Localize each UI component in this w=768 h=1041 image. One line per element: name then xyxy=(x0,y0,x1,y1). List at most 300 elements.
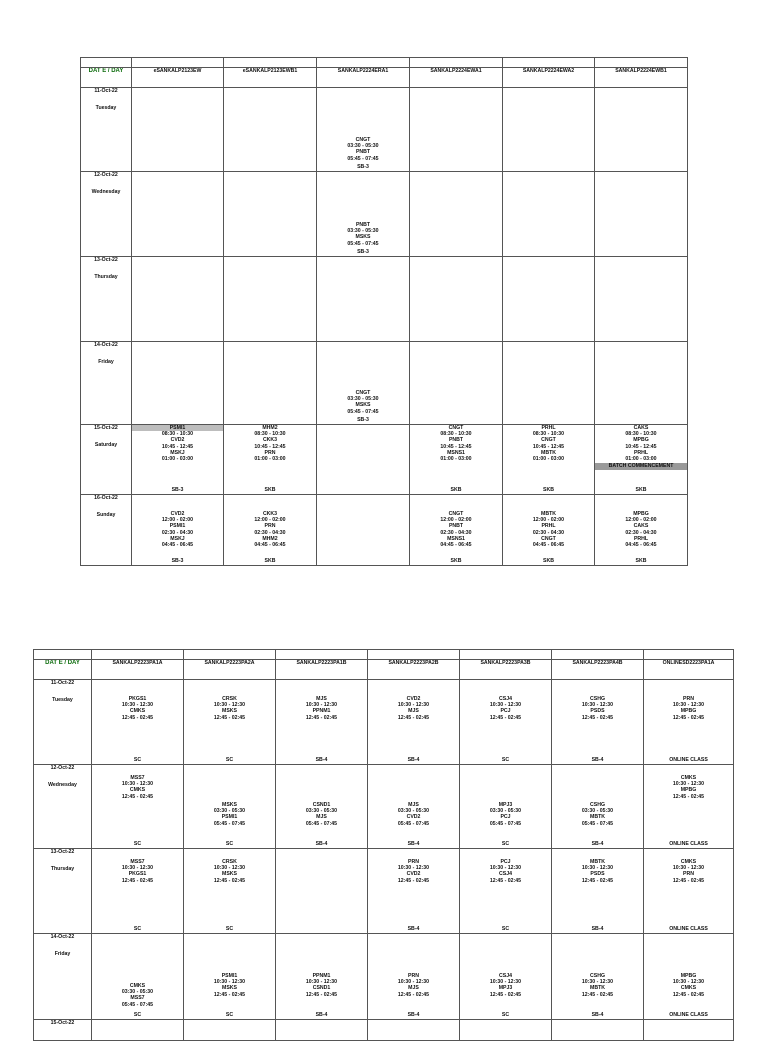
cell-content xyxy=(503,425,594,494)
subject-code: CRSK xyxy=(222,696,237,702)
schedule-cell xyxy=(276,849,368,934)
cell-content xyxy=(644,680,733,764)
date-cell xyxy=(81,88,132,172)
subject-code: CMKS xyxy=(129,708,146,715)
timetable-top xyxy=(80,57,688,566)
time-slot: 10:30 - 12:30 xyxy=(213,702,246,709)
time-slot: 10:30 - 12:30 xyxy=(581,979,614,986)
subject-code: PCJ xyxy=(500,814,511,821)
class-lines xyxy=(224,425,316,462)
class-lines xyxy=(368,802,459,827)
schedule-cell xyxy=(132,172,224,257)
cell-content xyxy=(460,1020,551,1040)
subject-code: PNBT xyxy=(448,437,464,444)
date-text: 15-Oct-22 xyxy=(50,1020,75,1026)
cell-content xyxy=(460,849,551,933)
cell-content xyxy=(276,765,367,848)
subject-code: CMKS xyxy=(680,985,697,992)
subject-code: PNBT xyxy=(355,149,371,156)
subject-code: MSKS xyxy=(222,802,237,808)
room-label: SB-3 xyxy=(171,487,184,493)
cell-content xyxy=(224,495,316,565)
schedule-cell xyxy=(644,1020,734,1041)
date-text: 13-Oct-22 xyxy=(50,849,75,855)
time-slot: 10:30 - 12:30 xyxy=(213,865,246,872)
class-lines xyxy=(368,859,459,884)
room-label: SKB xyxy=(264,487,276,493)
subject-code: MSNS1 xyxy=(447,449,465,456)
time-slot: 12:45 - 02:45 xyxy=(672,714,705,721)
cell-content xyxy=(368,849,459,933)
time-slot: 01:00 - 03:00 xyxy=(161,456,194,463)
cell-content xyxy=(460,680,551,764)
cell-content xyxy=(503,172,594,256)
time-slot: 10:45 - 12:45 xyxy=(161,443,194,450)
schedule-cell xyxy=(224,342,317,425)
time-slot: 10:30 - 12:30 xyxy=(397,702,430,709)
batch-header: eSANKALP2123EW xyxy=(132,68,224,88)
subject-code: CVD2 xyxy=(406,814,421,821)
room-label: SKB xyxy=(450,558,462,564)
schedule-cell xyxy=(368,680,460,765)
cell-content xyxy=(184,934,275,1019)
room-label: SC xyxy=(133,841,142,847)
cell-content xyxy=(132,257,223,341)
schedule-cell xyxy=(552,934,644,1020)
time-slot: 12:45 - 02:45 xyxy=(489,714,522,721)
batch-header: SANKALP2224EWA1 xyxy=(410,68,503,88)
subject-code: MHM2 xyxy=(262,535,278,542)
schedule-cell xyxy=(595,495,688,566)
subject-code: CNGT xyxy=(355,390,371,396)
schedule-cell xyxy=(368,1020,460,1041)
room-label: SB-4 xyxy=(407,757,420,763)
subject-code: PCJ xyxy=(500,708,511,715)
subject-code: CNGT xyxy=(541,535,556,542)
batch-header: SANKALP2223PA2B xyxy=(368,660,460,680)
class-lines xyxy=(552,802,643,827)
room-label: SB-4 xyxy=(407,926,420,932)
schedule-cell xyxy=(276,934,368,1020)
time-slot: 01:00 - 03:00 xyxy=(254,456,286,463)
time-slot: 01:00 - 03:00 xyxy=(532,456,565,463)
room-label: SB-4 xyxy=(315,841,328,847)
class-lines xyxy=(460,973,551,998)
schedule-cell xyxy=(317,88,410,172)
cell-content xyxy=(410,342,502,424)
cell-content xyxy=(644,1020,733,1040)
schedule-cell xyxy=(644,765,734,849)
room-label: SC xyxy=(225,757,234,763)
cell-content xyxy=(410,88,502,171)
schedule-cell xyxy=(503,425,595,495)
schedule-cell xyxy=(644,849,734,934)
time-slot: 02:30 - 04:30 xyxy=(254,529,286,536)
schedule-cell xyxy=(460,1020,552,1041)
time-slot: 08:30 - 10:30 xyxy=(625,431,657,438)
cell-content xyxy=(595,425,687,494)
subject-code: MSS7 xyxy=(130,775,145,781)
subject-code: MPBG xyxy=(633,437,649,444)
time-slot: 04:45 - 06:45 xyxy=(625,542,657,549)
time-slot: 12:45 - 02:45 xyxy=(397,714,430,721)
time-slot: 03:30 - 05:30 xyxy=(347,143,379,150)
time-slot: 10:30 - 12:30 xyxy=(581,702,614,709)
schedule-row xyxy=(81,495,688,566)
subject-code: CAKS xyxy=(633,425,649,431)
date-cell xyxy=(81,342,132,425)
class-lines xyxy=(276,802,367,827)
subject-code: CNGT xyxy=(541,437,556,444)
class-lines xyxy=(276,696,367,721)
cell-content xyxy=(503,342,594,424)
schedule-cell xyxy=(92,680,184,765)
time-slot: 10:30 - 12:30 xyxy=(397,865,430,872)
class-lines xyxy=(644,859,733,884)
subject-code: MBTK xyxy=(541,511,556,517)
time-slot: 05:45 - 07:45 xyxy=(347,408,379,415)
class-lines xyxy=(595,425,687,462)
time-slot: 12:45 - 02:45 xyxy=(489,991,522,998)
cell-content xyxy=(92,934,183,1019)
schedule-cell xyxy=(460,680,552,765)
room-label: SC xyxy=(501,841,510,847)
batch-header: SANKALP2224EWB1 xyxy=(595,68,688,88)
cell-content xyxy=(552,849,643,933)
day-text: Sunday xyxy=(96,512,116,518)
cell-content xyxy=(317,495,409,565)
time-slot: 04:45 - 06:45 xyxy=(161,542,194,549)
subject-code: MSKJ xyxy=(170,535,185,542)
cell-content xyxy=(92,765,183,848)
room-label: SB-4 xyxy=(315,757,328,763)
class-lines xyxy=(552,973,643,998)
schedule-cell xyxy=(224,172,317,257)
date-text: 13-Oct-22 xyxy=(94,257,118,263)
cell-content xyxy=(132,88,223,171)
subject-code: CRSK xyxy=(222,859,237,865)
subject-code: MBTK xyxy=(590,985,605,992)
schedule-row xyxy=(81,257,688,342)
schedule-cell xyxy=(92,765,184,849)
subject-code: CAKS xyxy=(633,523,649,530)
batch-header: SANKALP2223PA1B xyxy=(276,660,368,680)
time-slot: 02:30 - 04:30 xyxy=(161,529,194,536)
class-lines xyxy=(224,511,316,548)
time-slot: 10:45 - 12:45 xyxy=(625,443,657,450)
subject-code: MSKS xyxy=(355,402,371,409)
day-text: Friday xyxy=(98,359,114,365)
schedule-cell xyxy=(644,934,734,1020)
cell-content xyxy=(552,765,643,848)
date-text: 11-Oct-22 xyxy=(94,88,118,94)
date-cell xyxy=(81,172,132,257)
class-lines xyxy=(92,775,183,800)
class-lines xyxy=(410,511,502,548)
batch-commencement-note: BATCH COMMENCEMENT xyxy=(595,463,687,470)
subject-code: PSMI1 xyxy=(169,523,186,530)
time-slot: 05:45 - 07:45 xyxy=(213,820,246,827)
date-cell xyxy=(34,934,92,1020)
batch-header: SANKALP2224ERA1 xyxy=(317,68,410,88)
class-lines xyxy=(368,973,459,998)
room-label: SC xyxy=(133,1012,142,1018)
date-text: 14-Oct-22 xyxy=(94,342,118,348)
time-slot: 10:30 - 12:30 xyxy=(397,979,430,986)
schedule-cell xyxy=(410,342,503,425)
batch-header: SANKALP2223PA2A xyxy=(184,660,276,680)
cell-content xyxy=(644,849,733,933)
subject-code: MSKS xyxy=(222,708,237,715)
subject-code: MPBG xyxy=(680,708,697,715)
schedule-cell xyxy=(92,934,184,1020)
schedule-row xyxy=(34,680,734,765)
subject-code: CNGT xyxy=(448,511,464,517)
subject-code: PRHL xyxy=(633,535,649,542)
subject-code: CMKS xyxy=(129,787,146,794)
subject-code: MSKS xyxy=(222,985,237,992)
schedule-cell xyxy=(410,425,503,495)
room-label: SB-4 xyxy=(407,1012,420,1018)
subject-code: PPNM1 xyxy=(312,973,331,979)
subject-code: MJS xyxy=(408,708,419,715)
time-slot: 04:45 - 06:45 xyxy=(532,542,565,549)
schedule-cell xyxy=(184,680,276,765)
room-label: SB-3 xyxy=(171,558,184,564)
class-lines xyxy=(552,696,643,721)
schedule-cell xyxy=(184,765,276,849)
schedule-cell xyxy=(224,425,317,495)
cell-content xyxy=(595,257,687,341)
time-slot: 12:45 - 02:45 xyxy=(672,991,705,998)
class-lines xyxy=(132,425,223,462)
room-label: SKB xyxy=(450,487,462,493)
subject-code: MJS xyxy=(316,696,327,702)
schedule-cell xyxy=(317,342,410,425)
cell-content xyxy=(184,849,275,933)
day-text: Thursday xyxy=(94,274,118,280)
schedule-cell xyxy=(132,342,224,425)
time-slot: 04:45 - 06:45 xyxy=(440,542,472,549)
subject-code: PRN xyxy=(264,523,276,530)
date-text: 15-Oct-22 xyxy=(94,425,118,431)
time-slot: 10:30 - 12:30 xyxy=(121,865,154,872)
class-lines xyxy=(92,859,183,884)
cell-content xyxy=(552,1020,643,1040)
room-label: ONLINE CLASS xyxy=(669,926,708,932)
date-text: 14-Oct-22 xyxy=(50,934,75,940)
cell-content xyxy=(460,765,551,848)
schedule-cell xyxy=(503,88,595,172)
subject-code: CSJ4 xyxy=(499,973,512,979)
time-slot: 12:45 - 02:45 xyxy=(213,991,246,998)
subject-code: CMKS xyxy=(680,859,697,865)
cell-content xyxy=(317,172,409,256)
room-label: SKB xyxy=(264,558,276,564)
schedule-cell xyxy=(595,425,688,495)
cell-content xyxy=(595,88,687,171)
schedule-cell xyxy=(184,934,276,1020)
cell-content xyxy=(503,257,594,341)
time-slot: 12:45 - 02:45 xyxy=(121,877,154,884)
cell-content xyxy=(503,88,594,171)
class-lines xyxy=(132,511,223,548)
time-slot: 03:30 - 05:30 xyxy=(121,989,154,996)
schedule-cell xyxy=(317,172,410,257)
time-slot: 05:45 - 07:45 xyxy=(397,820,430,827)
schedule-cell xyxy=(224,257,317,342)
time-slot: 01:00 - 03:00 xyxy=(440,456,472,463)
subject-code: PRHL xyxy=(633,449,649,456)
subject-code: PSMI1 xyxy=(221,973,238,979)
schedule-cell xyxy=(184,849,276,934)
subject-code: PCJ xyxy=(500,859,511,865)
time-slot: 08:30 - 10:30 xyxy=(254,431,286,438)
schedule-row xyxy=(34,765,734,849)
time-slot: 10:30 - 12:30 xyxy=(121,702,154,709)
cell-content xyxy=(92,680,183,764)
day-text: Friday xyxy=(54,951,71,957)
day-text: Wednesday xyxy=(48,782,77,788)
cell-content xyxy=(595,342,687,424)
schedule-row xyxy=(34,934,734,1020)
subject-code: PNBT xyxy=(448,523,464,530)
schedule-cell xyxy=(410,172,503,257)
room-label: ONLINE CLASS xyxy=(669,757,708,763)
cell-content xyxy=(224,425,316,494)
subject-code: CMKS xyxy=(680,775,697,781)
class-lines xyxy=(552,859,643,884)
cell-content xyxy=(184,1020,275,1040)
class-lines xyxy=(184,802,275,827)
time-slot: 10:30 - 12:30 xyxy=(489,979,522,986)
schedule-cell xyxy=(460,934,552,1020)
cell-content xyxy=(92,1020,183,1040)
room-label: SKB xyxy=(635,487,647,493)
time-slot: 12:00 - 02:00 xyxy=(161,517,194,524)
class-lines xyxy=(460,696,551,721)
time-slot: 10:30 - 12:30 xyxy=(305,702,338,709)
time-slot: 12:45 - 02:45 xyxy=(672,877,705,884)
time-slot: 12:00 - 02:00 xyxy=(625,517,657,524)
cell-content xyxy=(92,849,183,933)
schedule-cell xyxy=(595,257,688,342)
schedule-row xyxy=(81,88,688,172)
schedule-cell xyxy=(132,425,224,495)
time-slot: 04:45 - 06:45 xyxy=(254,542,286,549)
schedule-cell xyxy=(317,257,410,342)
cell-content xyxy=(503,495,594,565)
subject-code: MPJ3 xyxy=(498,802,513,808)
schedule-cell xyxy=(276,680,368,765)
subject-code: CKK3 xyxy=(262,437,278,444)
subject-code: MSNS1 xyxy=(447,535,465,542)
time-slot: 10:30 - 12:30 xyxy=(489,702,522,709)
subject-code: MJS xyxy=(408,985,419,992)
time-slot: 12:45 - 02:45 xyxy=(489,877,522,884)
cell-content xyxy=(644,934,733,1019)
subject-code: CVD2 xyxy=(406,871,421,878)
schedule-cell xyxy=(224,495,317,566)
time-slot: 12:45 - 02:45 xyxy=(581,714,614,721)
time-slot: 12:45 - 02:45 xyxy=(121,714,154,721)
subject-code: CSND1 xyxy=(312,985,331,992)
time-slot: 10:45 - 12:45 xyxy=(532,443,565,450)
cell-content xyxy=(368,1020,459,1040)
schedule-row xyxy=(81,342,688,425)
time-slot: 01:00 - 03:00 xyxy=(625,456,657,463)
subject-code: PRHL xyxy=(541,425,556,431)
batch-header: SANKALP2224EWA2 xyxy=(503,68,595,88)
class-lines xyxy=(460,859,551,884)
class-lines xyxy=(503,425,594,462)
subject-code: PKGS1 xyxy=(128,871,147,878)
schedule-cell xyxy=(317,425,410,495)
subject-code: MPBG xyxy=(633,511,649,517)
time-slot: 10:30 - 12:30 xyxy=(305,979,338,986)
time-slot: 12:45 - 02:45 xyxy=(213,714,246,721)
batch-header: SANKALP2223PA1A xyxy=(92,660,184,680)
time-slot: 03:30 - 05:30 xyxy=(347,228,379,235)
class-lines xyxy=(184,973,275,998)
cell-content xyxy=(224,342,316,424)
subject-code: PSMI1 xyxy=(132,425,223,431)
class-lines xyxy=(317,137,409,162)
subject-code: PSDS xyxy=(590,708,605,715)
time-slot: 03:30 - 05:30 xyxy=(347,396,379,403)
schedule-row xyxy=(34,849,734,934)
subject-code: MSKJ xyxy=(170,449,185,456)
cell-content xyxy=(552,680,643,764)
cell-content xyxy=(410,257,502,341)
room-label: SB-3 xyxy=(357,249,369,255)
time-slot: 05:45 - 07:45 xyxy=(121,1001,154,1008)
date-text: 12-Oct-22 xyxy=(50,765,75,771)
subject-code: PRN xyxy=(264,449,276,456)
subject-code: CSND1 xyxy=(312,802,331,808)
time-slot: 05:45 - 07:45 xyxy=(305,820,338,827)
subject-code: CVD2 xyxy=(406,696,421,702)
room-label: SB-4 xyxy=(591,926,604,932)
cell-content xyxy=(224,172,316,256)
time-slot: 03:30 - 05:30 xyxy=(213,808,246,815)
schedule-cell xyxy=(276,765,368,849)
schedule-cell xyxy=(368,765,460,849)
room-label: SC xyxy=(225,1012,234,1018)
schedule-cell xyxy=(368,849,460,934)
time-slot: 05:45 - 07:45 xyxy=(347,240,379,247)
class-lines xyxy=(276,973,367,998)
room-label: SC xyxy=(225,841,234,847)
subject-code: MSKS xyxy=(355,234,371,241)
room-label: ONLINE CLASS xyxy=(669,1012,708,1018)
subject-code: CSHG xyxy=(590,696,605,702)
subject-code: PRN xyxy=(683,871,694,878)
time-slot: 12:00 - 02:00 xyxy=(440,517,472,524)
subject-code: PRN xyxy=(408,973,419,979)
schedule-cell xyxy=(410,495,503,566)
subject-code: CVD2 xyxy=(170,511,185,517)
class-lines xyxy=(92,983,183,1008)
batch-header: SANKALP2223PA4B xyxy=(552,660,644,680)
room-label: SB-3 xyxy=(357,417,369,423)
class-lines xyxy=(184,696,275,721)
time-slot: 03:30 - 05:30 xyxy=(305,808,338,815)
schedule-cell xyxy=(132,495,224,566)
class-lines xyxy=(184,859,275,884)
time-slot: 02:30 - 04:30 xyxy=(532,529,565,536)
cell-content xyxy=(276,849,367,933)
